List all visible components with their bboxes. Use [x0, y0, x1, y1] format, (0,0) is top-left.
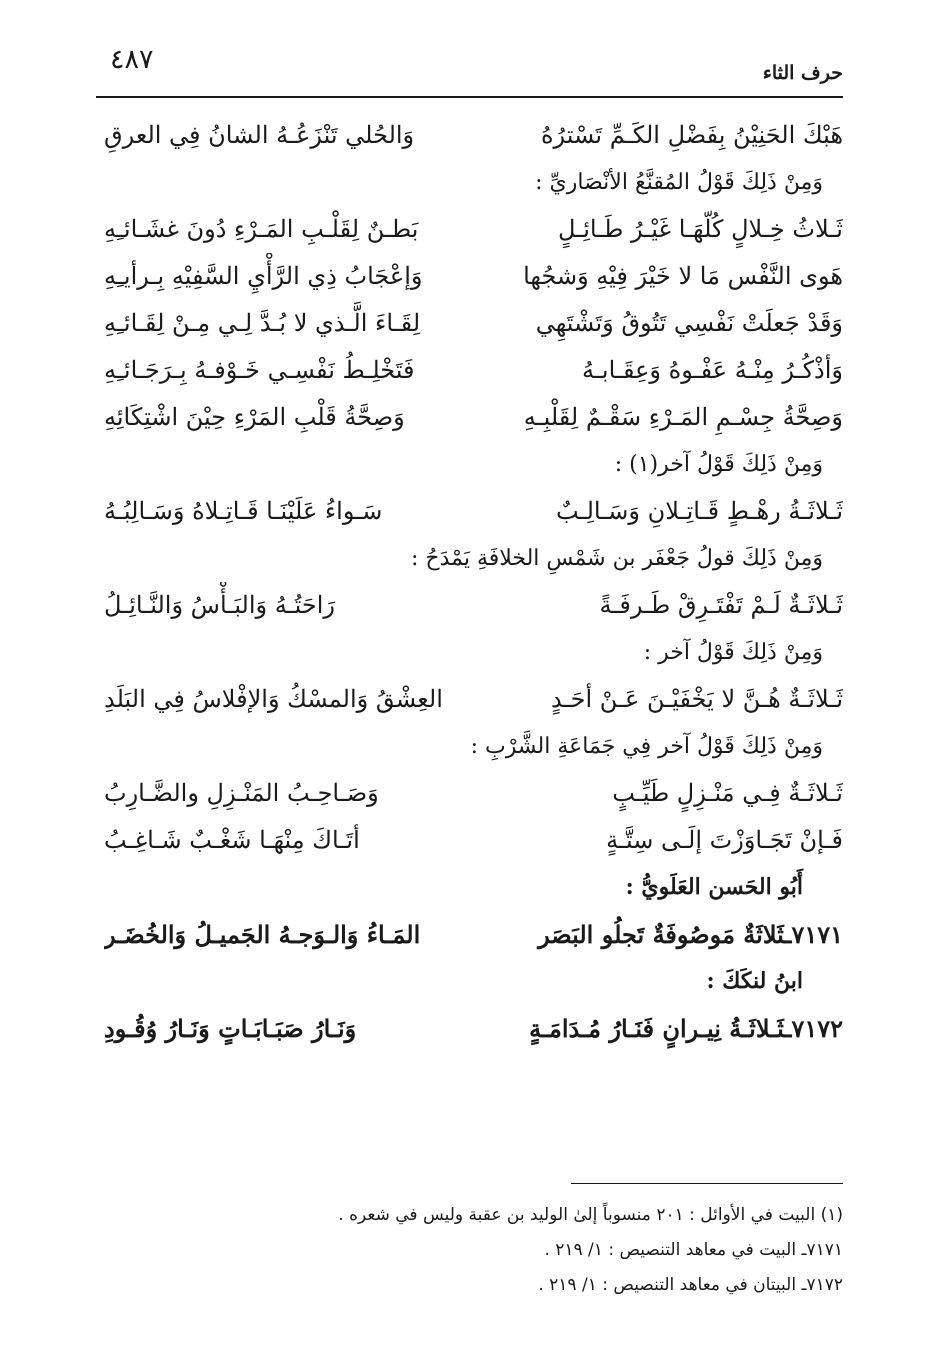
second-hemistich: وَإعْجَابُ ذِي الرَّأْيِ السَّفِيْهِ بِـرأيـِهِ: [104, 262, 423, 290]
first-hemistich: [496, 817, 843, 864]
poem-body: [104, 112, 843, 1052]
second-hemistich: لِقَـاءَ الَّـذي لا بُـدَّ لِـي مِـنْ لِقَـائـِهِ: [104, 309, 421, 337]
second-hemistich: وَنَـارُ صَبَـابَـاتٍ وَنَـارُ وُقُـودِ: [104, 1014, 357, 1043]
verse-number: ٧١٧٢ـ: [784, 1014, 843, 1043]
verse-line: [104, 347, 843, 394]
verse-line: [104, 253, 843, 300]
poet-attribution: ابنُ لنكَكَ :: [706, 968, 803, 994]
first-hemistich: [496, 347, 843, 394]
first-hemistich-text: ثَـلاثَـةٌ هُـنَّ لا يَخْفَيْـنَ عَـنْ أحَـدٍ: [550, 685, 843, 713]
verse-line: [104, 394, 843, 441]
footnote-rule: [571, 1183, 843, 1184]
first-hemistich: [496, 582, 843, 629]
first-hemistich: [496, 394, 843, 441]
running-head: حرف الثاء: [762, 62, 843, 84]
verse-line: [104, 112, 843, 159]
first-hemistich: [496, 300, 843, 347]
header-rule: [96, 96, 843, 98]
first-hemistich: [496, 911, 843, 958]
second-hemistich: بَطـنٌ لِقَلْـبِ المَـرْءِ دُونَ غشَـائـِهِ: [104, 215, 419, 243]
second-hemistich: وَصِحَّةُ قَلْبِ المَرْءِ حِيْنَ اشْتِكَائِهِ: [104, 403, 405, 431]
first-hemistich-text: هَوى النَّفْس مَا لا خَيْرَ فِيْهِ وَشجُها: [523, 262, 843, 290]
verse-line: [104, 582, 843, 629]
verse-intro: وَمِنْ ذَلِكَ قولُ جَعْفَر بن شَمْسِ الخلافَةِ يَمْدَحُ :: [410, 546, 823, 571]
first-hemistich-text: وَقَدْ جَعلَتْ نَفْسِي تَتُوقُ وَتَشْتَهِي: [535, 309, 843, 337]
second-hemistich: سَـواءُ عَلَيْنَـا قَـاتِـلاهُ وَسَـالِبُـهُ: [104, 497, 383, 525]
verse-line: [104, 488, 843, 535]
first-hemistich-text: ثَـلاثُ خِـلالٍ كُلّهَـا غَيْـرُ طَـائِـلٍ: [558, 215, 843, 243]
first-hemistich: [496, 1005, 843, 1052]
verse-line: [104, 300, 843, 347]
footnote: (١) البيت في الأوائل : ٢٠١ منسوباً إلىٰ الوليد بن عقبة وليس في شعره .: [338, 1205, 843, 1225]
first-hemistich-text: ثَلاثَةٌ مَوصُوفَةٌ تَجلُو البَصَر: [538, 920, 785, 949]
first-hemistich-text: فَـإنْ تَجَـاوَزْتَ إلَـى سِتَّـةٍ: [606, 826, 843, 854]
footnotes: [96, 1198, 843, 1303]
verse-intro: وَمِنْ ذَلِكَ قَوْلُ آخر فِي جَمَاعَةِ الشَّرْبِ :: [470, 734, 823, 759]
verse-line: [104, 817, 843, 864]
first-hemistich: [496, 676, 843, 723]
first-hemistich-text: وَصِحَّةُ جِسْـمِ المَـرْءِ سَقْـمٌ لِقَلْبِـهِ: [523, 403, 843, 431]
first-hemistich-text: ثَـلاثَـةٌ لَـمْ تَفْتَـرِقْ طَـرفَـةً: [599, 591, 843, 619]
first-hemistich: [496, 253, 843, 300]
footnote: ٧١٧١ـ البيت في معاهد التنصيص : ١/ ٢١٩ .: [544, 1240, 843, 1260]
poet-attribution: أَبُو الحَسن العَلَويُّ :: [625, 874, 803, 900]
page-header: [96, 40, 843, 96]
second-hemistich: المَـاءُ وَالـوَجـهُ الجَميـلُ وَالخُضَـر: [104, 920, 421, 949]
first-hemistich-text: ثَـلاثَـةُ نِيـرانٍ فَنَـارُ مُـدَامَـةٍ: [529, 1014, 785, 1043]
second-hemistich: فَتَخْلِـطُ نَفْسِـي خَـوْفـهُ بِـرَجَـائـِهِ: [104, 356, 415, 384]
verse-line: [104, 770, 843, 817]
verse-line: [104, 911, 843, 958]
first-hemistich: [496, 206, 843, 253]
second-hemistich: أتَـاكَ مِنْهَـا شَغْـبٌ شَـاغِـبُ: [104, 826, 360, 854]
footnote: ٧١٧٢ـ البيتان في معاهد التنصيص : ١/ ٢١٩ .: [538, 1275, 843, 1295]
verse-number: ٧١٧١ـ: [784, 920, 843, 949]
verse-intro: وَمِنْ ذَلِكَ قَوْلُ المُقنَّعُ الأنْصَاريِّ :: [535, 170, 823, 195]
verse-intro: وَمِنْ ذَلِكَ قَوْلُ آخر(١) :: [614, 452, 823, 477]
first-hemistich: [496, 770, 843, 817]
second-hemistich: رَاحَتُـهُ وَالبَـأْسُ وَالنَّـائِـلُ: [104, 591, 335, 619]
first-hemistich-text: ثَـلاثَـةٌ فِـي مَنْـزِلٍ طَيِّـبٍ: [612, 779, 843, 807]
first-hemistich: [496, 112, 843, 159]
second-hemistich: وَالحُلي تَنْزَعُـهُ الشانُ فِي العرقِ: [104, 121, 415, 149]
verse-line: [104, 676, 843, 723]
first-hemistich-text: هَبْكَ الحَنِيْنُ بِفَضْلِ الكَـمِّ تَسْترُهُ: [540, 121, 843, 149]
second-hemistich: وَصَـاحِـبُ المَنْـزِلِ والضَّـارِبُ: [104, 779, 379, 807]
first-hemistich-text: ثَـلاثَـةُ رهْـطٍ قَـاتِـلانِ وَسَـالِـبٌ: [556, 497, 843, 525]
page-number: ٤٨٧: [110, 44, 154, 75]
second-hemistich: العِشْقُ وَالمسْكُ وَالإفْلاسُ فِي البَلَدِ: [104, 685, 443, 713]
first-hemistich: [496, 488, 843, 535]
verse-line: [104, 206, 843, 253]
verse-line: [104, 1005, 843, 1052]
first-hemistich-text: وَأذْكُـرُ مِنْـهُ عَفْـوهُ وَعِقَـابـهُ: [582, 356, 843, 384]
verse-intro: وَمِنْ ذَلِكَ قَوْلُ آخر :: [643, 640, 823, 665]
